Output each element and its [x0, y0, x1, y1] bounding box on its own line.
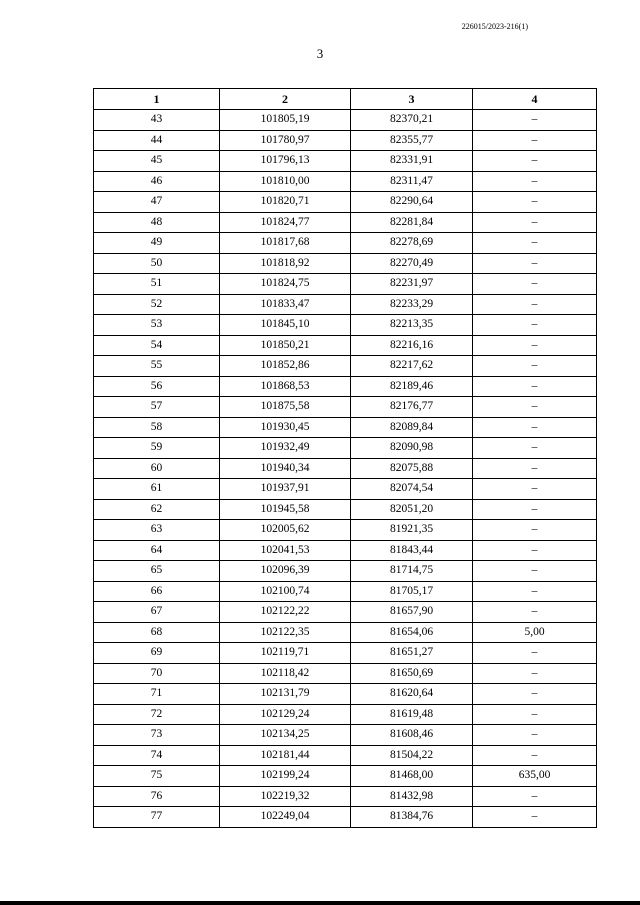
y-coordinate-cell: 81504,22 [351, 745, 473, 766]
x-coordinate-cell: 101810,00 [220, 171, 351, 192]
point-number-cell: 70 [94, 663, 220, 684]
point-number-cell: 75 [94, 766, 220, 787]
x-coordinate-cell: 101805,19 [220, 110, 351, 131]
point-number-cell: 62 [94, 499, 220, 520]
y-coordinate-cell: 81657,90 [351, 602, 473, 623]
point-number-cell: 65 [94, 561, 220, 582]
value-cell: – [473, 745, 597, 766]
table-body [94, 110, 597, 828]
y-coordinate-cell: 81620,64 [351, 684, 473, 705]
value-cell: – [473, 643, 597, 664]
value-cell: – [473, 807, 597, 828]
table-row [94, 458, 597, 479]
point-number-cell: 55 [94, 356, 220, 377]
y-coordinate-cell: 82075,88 [351, 458, 473, 479]
x-coordinate-cell: 101868,53 [220, 376, 351, 397]
value-cell: – [473, 356, 597, 377]
header-col-4: 4 [473, 89, 597, 110]
value-cell: – [473, 458, 597, 479]
value-cell: – [473, 335, 597, 356]
x-coordinate-cell: 101930,45 [220, 417, 351, 438]
table-row [94, 233, 597, 254]
y-coordinate-cell: 81432,98 [351, 786, 473, 807]
x-coordinate-cell: 102249,04 [220, 807, 351, 828]
x-coordinate-cell: 101780,97 [220, 130, 351, 151]
table-row [94, 110, 597, 131]
y-coordinate-cell: 81608,46 [351, 725, 473, 746]
x-coordinate-cell: 102122,35 [220, 622, 351, 643]
x-coordinate-cell: 102118,42 [220, 663, 351, 684]
table-row [94, 499, 597, 520]
point-number-cell: 72 [94, 704, 220, 725]
y-coordinate-cell: 81650,69 [351, 663, 473, 684]
value-cell: 635,00 [473, 766, 597, 787]
point-number-cell: 58 [94, 417, 220, 438]
y-coordinate-cell: 81843,44 [351, 540, 473, 561]
point-number-cell: 48 [94, 212, 220, 233]
table-row [94, 212, 597, 233]
value-cell: – [473, 171, 597, 192]
point-number-cell: 69 [94, 643, 220, 664]
point-number-cell: 54 [94, 335, 220, 356]
x-coordinate-cell: 102100,74 [220, 581, 351, 602]
x-coordinate-cell: 101833,47 [220, 294, 351, 315]
point-number-cell: 59 [94, 438, 220, 459]
y-coordinate-cell: 82355,77 [351, 130, 473, 151]
x-coordinate-cell: 102199,24 [220, 766, 351, 787]
y-coordinate-cell: 82213,35 [351, 315, 473, 336]
table-row [94, 581, 597, 602]
page-number: 3 [316, 46, 324, 61]
x-coordinate-cell: 101940,34 [220, 458, 351, 479]
point-number-cell: 77 [94, 807, 220, 828]
table-row [94, 294, 597, 315]
y-coordinate-cell: 81705,17 [351, 581, 473, 602]
x-coordinate-cell: 101937,91 [220, 479, 351, 500]
x-coordinate-cell: 101824,77 [220, 212, 351, 233]
y-coordinate-cell: 82176,77 [351, 397, 473, 418]
y-coordinate-cell: 82051,20 [351, 499, 473, 520]
value-cell: – [473, 479, 597, 500]
table-row [94, 417, 597, 438]
y-coordinate-cell: 82270,49 [351, 253, 473, 274]
table-row [94, 151, 597, 172]
header-row [94, 89, 597, 110]
table-row [94, 479, 597, 500]
point-number-cell: 43 [94, 110, 220, 131]
table-row [94, 171, 597, 192]
value-cell: – [473, 786, 597, 807]
point-number-cell: 53 [94, 315, 220, 336]
y-coordinate-cell: 81468,00 [351, 766, 473, 787]
y-coordinate-cell: 82290,64 [351, 192, 473, 213]
header-col-1: 1 [94, 89, 220, 110]
table-row [94, 356, 597, 377]
y-coordinate-cell: 81619,48 [351, 704, 473, 725]
point-number-cell: 63 [94, 520, 220, 541]
y-coordinate-cell: 82278,69 [351, 233, 473, 254]
point-number-cell: 66 [94, 581, 220, 602]
coordinates-table [93, 88, 597, 828]
value-cell: – [473, 499, 597, 520]
table-row [94, 643, 597, 664]
point-number-cell: 76 [94, 786, 220, 807]
point-number-cell: 74 [94, 745, 220, 766]
table-row [94, 253, 597, 274]
point-number-cell: 64 [94, 540, 220, 561]
table-row [94, 540, 597, 561]
point-number-cell: 71 [94, 684, 220, 705]
value-cell: – [473, 151, 597, 172]
value-cell: – [473, 561, 597, 582]
y-coordinate-cell: 82074,54 [351, 479, 473, 500]
value-cell: – [473, 684, 597, 705]
table-row [94, 130, 597, 151]
point-number-cell: 57 [94, 397, 220, 418]
x-coordinate-cell: 101852,86 [220, 356, 351, 377]
x-coordinate-cell: 102096,39 [220, 561, 351, 582]
value-cell: – [473, 663, 597, 684]
x-coordinate-cell: 101817,68 [220, 233, 351, 254]
x-coordinate-cell: 102122,22 [220, 602, 351, 623]
value-cell: – [473, 438, 597, 459]
point-number-cell: 46 [94, 171, 220, 192]
value-cell: – [473, 130, 597, 151]
value-cell: 5,00 [473, 622, 597, 643]
value-cell: – [473, 376, 597, 397]
table-row [94, 274, 597, 295]
table-row [94, 397, 597, 418]
x-coordinate-cell: 102134,25 [220, 725, 351, 746]
value-cell: – [473, 397, 597, 418]
x-coordinate-cell: 102041,53 [220, 540, 351, 561]
header-col-3: 3 [351, 89, 473, 110]
y-coordinate-cell: 81651,27 [351, 643, 473, 664]
x-coordinate-cell: 101945,58 [220, 499, 351, 520]
x-coordinate-cell: 101820,71 [220, 192, 351, 213]
value-cell: – [473, 540, 597, 561]
value-cell: – [473, 725, 597, 746]
table-row [94, 438, 597, 459]
y-coordinate-cell: 81921,35 [351, 520, 473, 541]
x-coordinate-cell: 101824,75 [220, 274, 351, 295]
table-row [94, 766, 597, 787]
point-number-cell: 44 [94, 130, 220, 151]
point-number-cell: 51 [94, 274, 220, 295]
table-row [94, 622, 597, 643]
header-col-2: 2 [220, 89, 351, 110]
point-number-cell: 68 [94, 622, 220, 643]
document-id: 226015/2023-216(1) [461, 22, 528, 31]
table-row [94, 684, 597, 705]
y-coordinate-cell: 82331,91 [351, 151, 473, 172]
table-row [94, 745, 597, 766]
value-cell: – [473, 315, 597, 336]
table-row [94, 315, 597, 336]
value-cell: – [473, 253, 597, 274]
point-number-cell: 60 [94, 458, 220, 479]
x-coordinate-cell: 101845,10 [220, 315, 351, 336]
y-coordinate-cell: 82189,46 [351, 376, 473, 397]
x-coordinate-cell: 102005,62 [220, 520, 351, 541]
x-coordinate-cell: 102181,44 [220, 745, 351, 766]
y-coordinate-cell: 82217,62 [351, 356, 473, 377]
point-number-cell: 73 [94, 725, 220, 746]
table-row [94, 663, 597, 684]
value-cell: – [473, 581, 597, 602]
y-coordinate-cell: 81654,06 [351, 622, 473, 643]
table-row [94, 704, 597, 725]
point-number-cell: 50 [94, 253, 220, 274]
table-row [94, 335, 597, 356]
value-cell: – [473, 192, 597, 213]
table-row [94, 561, 597, 582]
table-row [94, 602, 597, 623]
y-coordinate-cell: 82233,29 [351, 294, 473, 315]
point-number-cell: 61 [94, 479, 220, 500]
bottom-edge-bar [0, 901, 640, 905]
y-coordinate-cell: 82089,84 [351, 417, 473, 438]
y-coordinate-cell: 82311,47 [351, 171, 473, 192]
point-number-cell: 49 [94, 233, 220, 254]
x-coordinate-cell: 101850,21 [220, 335, 351, 356]
y-coordinate-cell: 82216,16 [351, 335, 473, 356]
value-cell: – [473, 602, 597, 623]
table-row [94, 520, 597, 541]
x-coordinate-cell: 102131,79 [220, 684, 351, 705]
table-row [94, 807, 597, 828]
x-coordinate-cell: 102119,71 [220, 643, 351, 664]
x-coordinate-cell: 101932,49 [220, 438, 351, 459]
table-row [94, 192, 597, 213]
x-coordinate-cell: 102219,32 [220, 786, 351, 807]
y-coordinate-cell: 82370,21 [351, 110, 473, 131]
y-coordinate-cell: 82281,84 [351, 212, 473, 233]
y-coordinate-cell: 82090,98 [351, 438, 473, 459]
x-coordinate-cell: 101818,92 [220, 253, 351, 274]
point-number-cell: 52 [94, 294, 220, 315]
value-cell: – [473, 294, 597, 315]
x-coordinate-cell: 101796,13 [220, 151, 351, 172]
value-cell: – [473, 704, 597, 725]
point-number-cell: 67 [94, 602, 220, 623]
value-cell: – [473, 274, 597, 295]
point-number-cell: 56 [94, 376, 220, 397]
point-number-cell: 45 [94, 151, 220, 172]
x-coordinate-cell: 101875,58 [220, 397, 351, 418]
x-coordinate-cell: 102129,24 [220, 704, 351, 725]
table-header [94, 89, 597, 110]
table-row [94, 376, 597, 397]
value-cell: – [473, 520, 597, 541]
y-coordinate-cell: 82231,97 [351, 274, 473, 295]
table-row [94, 725, 597, 746]
value-cell: – [473, 233, 597, 254]
value-cell: – [473, 417, 597, 438]
y-coordinate-cell: 81714,75 [351, 561, 473, 582]
table-row [94, 786, 597, 807]
y-coordinate-cell: 81384,76 [351, 807, 473, 828]
value-cell: – [473, 110, 597, 131]
point-number-cell: 47 [94, 192, 220, 213]
value-cell: – [473, 212, 597, 233]
